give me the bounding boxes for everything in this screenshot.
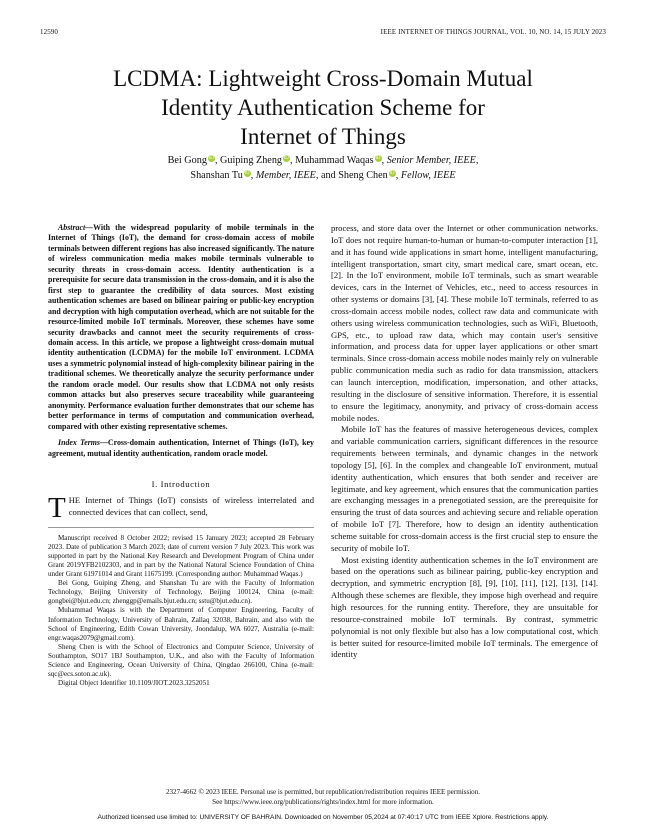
body-paragraph: process, and store data over the Internet or other communication networks. IoT does not require human-to-human or human-to-computer interaction [1], and it has found wide applications in smart home, intelligent manufacturing, intelligent transportation, smart city, smart medical care, smart ocean, etc. [2]. In the IoT environment, mobile IoT terminals, such as smart wearable devices, cars in the Internet of Vehicles, etc., need to access resources in other systems or domains [3], [4]. These mobile IoT terminals, referred to as cross-domain access mobile nodes, collect raw data and communicate with others using wireless communication technologies, such as WiFi, Bluetooth, GPS, etc., to upload raw data, which may contain user's sensitive information, and process data for upper layer applications or other smart terminals. Since cross-domain access mobile nodes mainly rely on vulnerable public communication media such as radio for data transmission, attackers can launch interception, modification, impersonation, and other attacks, resulting in the disclosure of sensitive information. Therefore, it is essential to ensure the legitimacy, anonymity, and privacy of cross-domain access mobile nodes. bbox=[331, 223, 598, 423]
orcid-icon[interactable]: iD bbox=[389, 170, 395, 176]
intro-text: HE Internet of Things (IoT) consists of wireless interrelated and connected devices that can collect, send, bbox=[68, 494, 314, 517]
section-heading: I. Introduction bbox=[151, 478, 211, 489]
journal-header: IEEE INTERNET OF THINGS JOURNAL, VOL. 10, NO. 14, 15 JULY 2023 bbox=[380, 28, 606, 36]
intro-paragraph bbox=[48, 491, 314, 524]
paper-title bbox=[40, 64, 606, 151]
footnote: Manuscript received 8 October 2022; revised 15 January 2023; accepted 28 February 2023. Date of publication 3 March 2023; date of current version 7 July 2023. This work was supported in part by the National Key Research and Development Program of China under Grant 2019YFB2102303, and in part by the National Natural Science Foundation of China under Grant 61971014 and Grant 11675199. (Corresponding author: Muhammad Waqas.) bbox=[48, 533, 314, 579]
page-number: 12590 bbox=[40, 28, 58, 36]
abstract bbox=[48, 223, 314, 432]
author-list: Bei Gong iD, Guiping Zheng iD, Muhammad Waqas iD, Senior Member, IEEE, Shanshan Tu iD, Member, IEEE, and Sheng Chen iD, Fellow, IEEE bbox=[167, 155, 479, 181]
author-conjunction: and bbox=[320, 170, 336, 181]
title-line: Internet of Things bbox=[240, 124, 406, 149]
index-terms-label: Index Terms— bbox=[58, 438, 108, 448]
orcid-icon[interactable]: iD bbox=[284, 155, 289, 161]
author-name: Bei Gong bbox=[167, 155, 207, 166]
footnote: Bei Gong, Guiping Zheng, and Shanshan Tu are with the Faculty of Information Technology, Beijing University of Technology, Beijing 100124, China (e-mail: gongbei@bjut.edu.cn; zhenggp@emails.bjut.edu.cn; sstu@bjut.edu.cn). bbox=[48, 579, 314, 606]
footnotes bbox=[48, 534, 314, 689]
index-terms bbox=[48, 438, 314, 459]
author-name: Guiping Zheng bbox=[220, 155, 283, 166]
abstract-label: Abstract— bbox=[58, 223, 94, 232]
author-name: Muhammad Waqas bbox=[295, 155, 374, 166]
footnote: Sheng Chen is with the School of Electronics and Computer Science, University of Southampton, SO17 1BJ Southampton, U.K., and also with the Faculty of Information Science and Engineering, Ocean University of China, Qingdao 266100, China (e-mail: sqc@ecs.soton.ac.uk). bbox=[48, 642, 314, 679]
title-line: LCDMA: Lightweight Cross-Domain Mutual bbox=[113, 66, 533, 91]
body-paragraph: Mobile IoT has the features of massive heterogeneous devices, complex and variable communication carriers, significant differences in the resource requirements between terminals, and dynamic changes in the network topology [5], [6]. In the complex and changeable IoT environment, mutual identity authentication, which ensures that both sender and receiver are legitimate, and key agreement, which ensures that the communication parties are exchanging messages in a prenegotiated session, are the prerequisite for ensuring the trust of data sources and achieving secure and reliable operation of mobile IoT [7]. Therefore, how to design an identity authentication scheme suitable for cross-domain access is the first crucial step to ensure the security of mobile IoT. bbox=[331, 424, 598, 553]
drop-cap: T bbox=[48, 491, 66, 524]
copyright-line: 2327-4662 © 2023 IEEE. Personal use is permitted, but republication/redistribution requires IEEE permission. bbox=[165, 788, 481, 796]
orcid-icon[interactable]: iD bbox=[244, 170, 250, 176]
abstract-text: With the widespread popularity of mobile terminals in the Internet of Things (IoT), the demand for cross-domain access of mobile terminals between different regions has also increased significantly. The nature of wireless communication media makes mobile terminals vulnerable to security threats in cross-domain access. Identity authentication is a prerequisite for secure data transmission in the cross-domain, and it is also the first step to guarantee the credibility of data sources. Most existing authentication schemes are based on bilinear pairing or public-key encryption and decryption with high computation overhead, which are not suitable for the resource-limited mobile IoT terminals. Moreover, these schemes have some security drawbacks and cannot meet the security requirements of cross-domain access. In this article, we propose a lightweight cross-domain mutual identity authentication (LCDMA) for the mobile IoT environment. LCDMA uses a symmetric polynomial instead of high-complexity bilinear pairing in the traditional schemes. We theoretically analyze the security performance under the random oracle model. Our results show that LCDMA not only resists common attacks but also preserves secure traceability while guaranteeing anonymity. Performance evaluation further demonstrates that our scheme has better performance in terms of computation and communication overhead, compared with other existing representative schemes. bbox=[48, 223, 314, 431]
index-terms-text: Cross-domain authentication, Internet of Things (IoT), key agreement, mutual identity authentication, random oracle model. bbox=[48, 438, 314, 458]
author-role: Member, IEEE bbox=[255, 170, 316, 181]
footnote: Digital Object Identifier 10.1109/JIOT.2023.3252051 bbox=[58, 679, 210, 688]
orcid-icon[interactable]: iD bbox=[209, 155, 214, 161]
authorized-use-notice: Authorized licensed use limited to: UNIVERSITY OF BAHRAIN. Downloaded on November 05,2024 at 07:40:17 UTC from IEEE Xplore. Restrictions apply. bbox=[97, 814, 549, 821]
title-line: Identity Authentication Scheme for bbox=[161, 95, 485, 120]
author-name: Sheng Chen bbox=[338, 170, 388, 181]
left-column bbox=[48, 223, 314, 688]
author-role: Fellow, IEEE bbox=[400, 170, 456, 181]
copyright-rights-link[interactable]: See https://www.ieee.org/publications/rights/index.html for more information. bbox=[212, 798, 434, 806]
footnote-rule bbox=[48, 527, 314, 528]
body-paragraph: Most existing identity authentication schemes in the IoT environment are based on the operations such as bilinear pairing, public-key encryption and decryption, and symmetric encryption [8], [9], [10], [11], [12], [13], [14]. Although these schemes are flexible, they impose high overhead and require high resources for the running entity. Therefore, they are unsuitable for resource-constrained mobile IoT terminals. By contrast, symmetric polynomial is not only flexible but also has a low computational cost, which is better suited for resource-limited mobile IoT terminals. The emergence of identity bbox=[331, 554, 598, 660]
author-name: Shanshan Tu bbox=[190, 170, 243, 181]
footnote: Muhammad Waqas is with the Department of Computer Engineering, Faculty of Information Technology, University of Bahrain, Zallaq 32038, Bahrain, and also with the School of Engineering, Edith Cowan University, Joondalup, WA 6027, Australia (e-mail: engr.waqas2079@gmail.com). bbox=[48, 606, 314, 642]
right-column bbox=[331, 223, 598, 661]
orcid-icon[interactable]: iD bbox=[375, 155, 381, 161]
author-role: Senior Member, IEEE bbox=[386, 155, 476, 166]
